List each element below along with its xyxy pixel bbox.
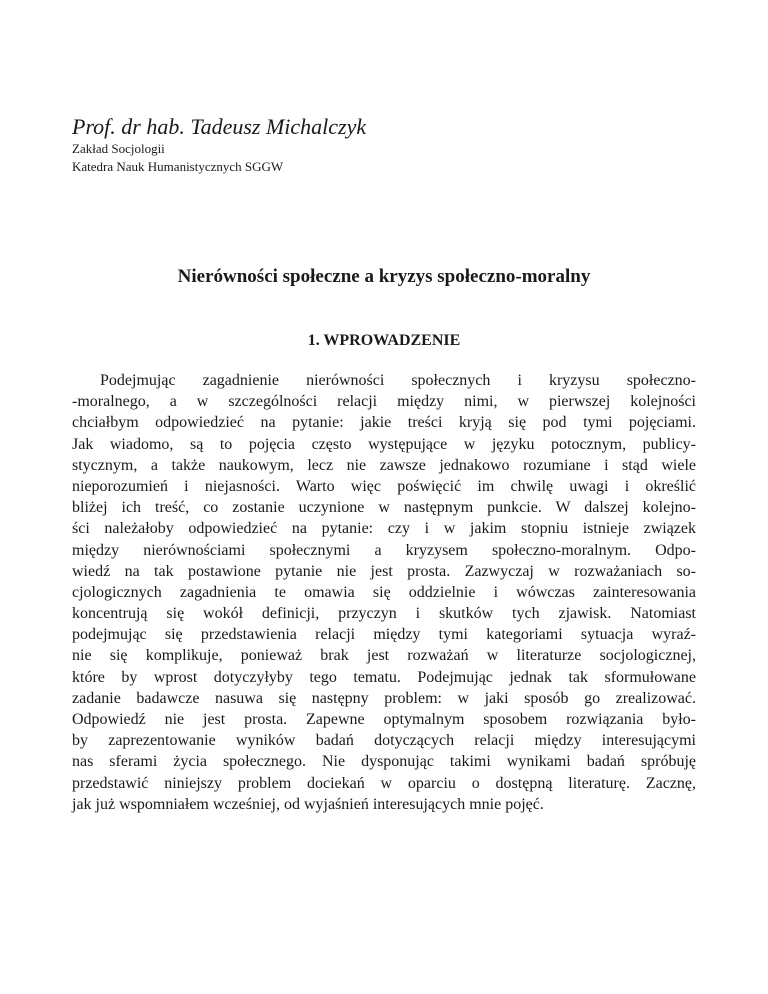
paragraph-line: Jak wiadomo, są to pojęcia często występujące w języku potocznym, publicy- <box>72 435 696 453</box>
affiliation-department: Zakład Socjologii <box>72 141 165 156</box>
author-block <box>72 114 692 176</box>
paragraph-line: koncentrują się wokół definicji, przyczyn i skutków tych zjawisk. Natomiast <box>72 605 696 623</box>
section-heading: 1. WPROWADZENIE <box>307 332 461 349</box>
paragraph-line: stycznym, a także naukowym, lecz nie zawsze jednakowo rozumiane i stąd wiele <box>72 456 696 474</box>
paragraph-line: nas sferami życia społecznego. Nie dysponując takimi wynikami badań spróbuję <box>72 753 696 771</box>
paragraph-line: cjologicznych zagadnienia te omawia się oddzielnie i wówczas zainteresowania <box>72 583 696 601</box>
paragraph-line: nieporozumień i niejasności. Warto więc poświęcić im chwilę uwagi i określić <box>72 477 696 495</box>
paragraph-line: Odpowiedź nie jest prosta. Zapewne optymalnym sposobem rozwiązania było- <box>72 711 696 728</box>
paragraph-line: ści należałoby odpowiedzieć na pytanie: czy i w jakim stopniu istnieje związek <box>72 520 696 538</box>
paragraph-line: wiedź na tak postawione pytanie nie jest prosta. Zazwyczaj w rozważaniach so- <box>72 562 696 580</box>
paragraph-line: Podejmując zagadnienie nierówności społecznych i kryzysu społeczno- <box>100 372 696 389</box>
paragraph-line: bliżej ich treść, co zostanie uczynione w następnym punkcie. W dalszej kolejno- <box>72 499 696 517</box>
paragraph-line: by zaprezentowanie wyników badań dotyczących relacji między interesującymi <box>72 732 696 750</box>
paragraph-line: podejmując się przedstawienia relacji między tymi kategoriami sytuacja wyraź- <box>72 626 696 644</box>
paragraph-line: jak już wspomniałem wcześniej, od wyjaśnień interesujących mnie pojęć. <box>72 795 544 813</box>
paragraph-line: -moralnego, a w szczególności relacji między nimi, w pierwszej kolejności <box>72 393 696 411</box>
paragraph-line: między nierównościami społecznymi a kryzysem społeczno-moralnym. Odpo- <box>72 541 696 559</box>
paragraph-line: które by wprost dotyczyłyby tego tematu. Podejmując jednak tak sformułowane <box>72 668 696 686</box>
author-name: Prof. dr hab. Tadeusz Michalczyk <box>72 114 367 139</box>
paragraph-line: chciałbym odpowiedzieć na pytanie: jakie treści kryją się pod tymi pojęciami. <box>72 414 696 432</box>
paragraph-line: nie się komplikuje, ponieważ brak jest rozważań w literaturze socjologicznej, <box>72 647 696 665</box>
paragraph-line: przedstawić niniejszy problem dociekań w oparciu o dostępną literaturę. Zacznę, <box>72 774 696 792</box>
affiliation-institution: Katedra Nauk Humanistycznych SGGW <box>72 159 284 174</box>
paragraph-line: zadanie badawcze nasuwa się następny problem: w jaki sposób go zrealizować. <box>72 689 696 707</box>
body-paragraph <box>72 370 696 815</box>
article-title: Nierówności społeczne a kryzys społeczno-moralny <box>177 266 591 287</box>
